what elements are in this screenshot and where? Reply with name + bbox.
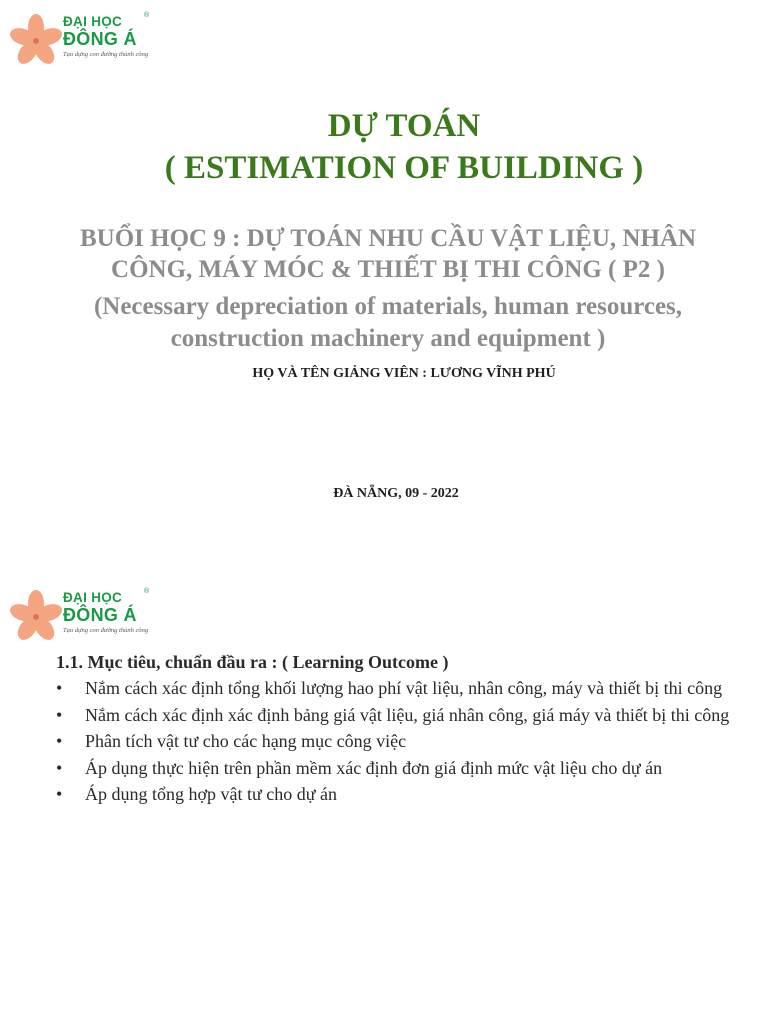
outcome-list: [56, 676, 736, 809]
list-item-text: Nắm cách xác định tổng khối lượng hao phí vật liệu, nhân công, máy và thiết bị thi công: [85, 678, 723, 698]
logo-line1: ĐẠI HỌC: [63, 14, 123, 29]
bullet-icon: •: [56, 731, 63, 751]
lecturer-name: HỌ VÀ TÊN GIẢNG VIÊN : LƯƠNG VĨNH PHÚ: [252, 366, 556, 381]
list-item: [56, 782, 736, 806]
list-item: [56, 676, 736, 700]
bullet-icon: •: [56, 704, 63, 725]
place-date: ĐÀ NẴNG, 09 - 2022: [333, 486, 459, 501]
title-line1: DỰ TOÁN: [327, 108, 481, 144]
list-item: [56, 703, 736, 727]
list-item-text: Áp dụng thực hiện trên phần mềm xác định đơn giá định mức vật liệu cho dự án: [85, 757, 663, 778]
bullet-icon: •: [56, 757, 63, 778]
list-item-text: Áp dụng tổng hợp vật tư cho dự án: [85, 784, 337, 804]
list-item-text: Nắm cách xác định xác định bảng giá vật liệu, giá nhân công, giá máy và thiết bị thi công: [85, 704, 730, 725]
bullet-icon: •: [56, 678, 63, 698]
logo-line2: ĐÔNG Á: [63, 605, 137, 625]
logo-line1: ĐẠI HỌC: [63, 590, 123, 605]
registered-mark: ®: [144, 588, 150, 595]
logo-line2: ĐÔNG Á: [63, 29, 137, 49]
logo-tagline: Tạo dựng con đường thành công: [63, 627, 149, 634]
list-item-text: Phân tích vật tư cho các hạng mục công việc: [85, 731, 407, 751]
session-title: BUỔI HỌC 9 : DỰ TOÁN NHU CẦU VẬT LIỆU, NHÂN CÔNG, MÁY MÓC & THIẾT BỊ THI CÔNG ( P2 ): [79, 225, 697, 283]
flower-logo-icon: [8, 588, 64, 644]
section-heading: 1.1. Mục tiêu, chuẩn đầu ra : ( Learning Outcome ): [56, 652, 449, 672]
university-logo: [8, 588, 158, 644]
university-logo: [8, 12, 158, 68]
registered-mark: ®: [144, 12, 150, 19]
session-subtitle: (Necessary depreciation of materials, human resources, construction machinery and equipment ): [93, 293, 683, 352]
logo-tagline: Tạo dựng con đường thành công: [63, 51, 149, 58]
slide-learning-outcome: [0, 576, 768, 1024]
title-line2: ( ESTIMATION OF BUILDING ): [164, 150, 644, 186]
flower-logo-icon: [8, 12, 64, 68]
list-item: [56, 756, 736, 780]
bullet-icon: •: [56, 784, 63, 804]
list-item: [56, 729, 736, 753]
